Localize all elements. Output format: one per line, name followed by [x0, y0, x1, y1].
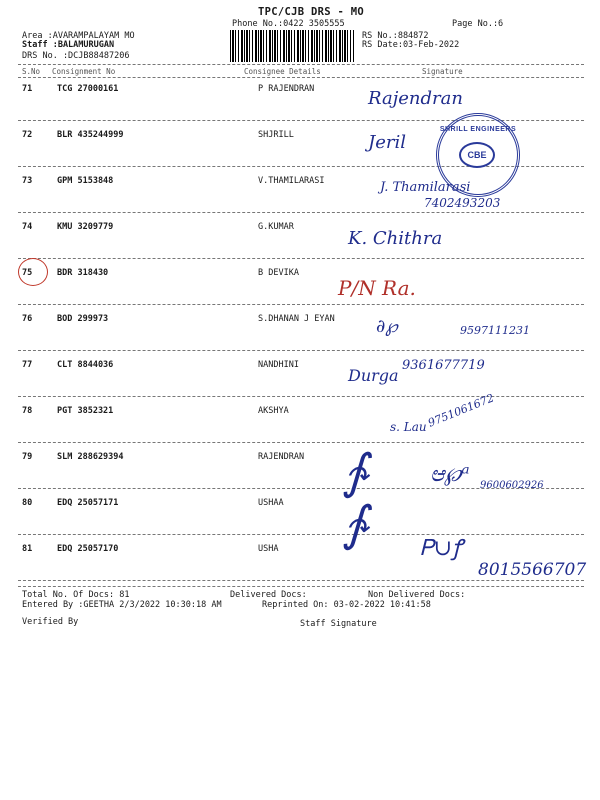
stamp-center: CBE: [459, 142, 495, 168]
reprinted-on: Reprinted On: 03-02-2022 10:41:58: [262, 600, 431, 610]
delivered-docs: Delivered Docs:: [230, 590, 307, 600]
row-consignment-no: BDR 318430: [57, 268, 109, 278]
row-consignment-no: SLM 288629394: [57, 452, 124, 462]
col-signature: Signature: [422, 67, 463, 76]
row-divider: [18, 580, 584, 581]
row-consignment-no: BLR 435244999: [57, 130, 124, 140]
stamp-text: SHRILL ENGINEERS: [439, 126, 517, 133]
signature-79-mark: ಆ℘ᵃ: [430, 462, 470, 487]
row-sno: 73: [22, 176, 33, 186]
row-consignment-no: TCG 27000161: [57, 84, 119, 94]
row-consignee: V.THAMILARASI: [258, 176, 325, 186]
row-consignment-no: BOD 299973: [57, 314, 109, 324]
row-consignment-no: PGT 3852321: [57, 406, 114, 416]
signature-77: Durga: [348, 366, 399, 385]
row-consignee: AKSHYA: [258, 406, 289, 416]
signature-77-phone: 9361677719: [402, 358, 485, 373]
signature-81-phone: 8015566707: [478, 560, 587, 580]
row-sno: 76: [22, 314, 33, 324]
row-sno: 77: [22, 360, 33, 370]
signature-72: Jeril: [368, 132, 406, 153]
row-divider: [18, 212, 584, 213]
area-label: Area :AVARAMPALAYAM MO: [22, 31, 135, 41]
row-sno: 81: [22, 544, 33, 554]
row-consignee: SHJRILL: [258, 130, 294, 140]
row-sno: 79: [22, 452, 33, 462]
row-sno: 78: [22, 406, 33, 416]
row-consignee: G.KUMAR: [258, 222, 294, 232]
row-divider: [18, 396, 584, 397]
phone-number: Phone No.:0422 3505555: [232, 19, 345, 29]
total-docs: Total No. Of Docs: 81: [22, 590, 130, 600]
row-consignee: B DEVIKA: [258, 268, 299, 278]
verified-by: Verified By: [22, 617, 79, 627]
row-consignment-no: EDQ 25057170: [57, 544, 119, 554]
signature-73-phone: 7402493203: [424, 196, 501, 210]
row-consignee: NANDHINI: [258, 360, 299, 370]
rs-number: RS No.:884872: [362, 31, 429, 41]
col-sno: S.No: [22, 67, 41, 76]
footer-divider: [18, 586, 584, 587]
signature-71: Rajendran: [368, 88, 463, 109]
signature-79-thumb: ∱: [342, 444, 368, 500]
row-divider: [18, 304, 584, 305]
row-divider: [18, 442, 584, 443]
row-consignee: RAJENDRAN: [258, 452, 305, 462]
row-consignment-no: CLT 8844036: [57, 360, 114, 370]
col-consignment: Consignment No: [52, 67, 116, 76]
row-consignee: USHA: [258, 544, 279, 554]
staff-label: Staff :BALAMURUGAN: [22, 40, 115, 50]
signature-78: s. Lau: [390, 420, 427, 434]
signature-76-phone: 9597111231: [460, 324, 530, 337]
row-divider: [18, 258, 584, 259]
row-sno: 72: [22, 130, 33, 140]
row-consignee: P RAJENDRAN: [258, 84, 315, 94]
barcode: [230, 30, 354, 62]
non-delivered-docs: Non Delivered Docs:: [368, 590, 466, 600]
row-75-circle-mark: [18, 258, 48, 286]
entered-by: Entered By :GEETHA 2/3/2022 10:30:18 AM: [22, 600, 222, 610]
row-sno: 74: [22, 222, 33, 232]
signature-79-phone: 9600602926: [480, 480, 544, 491]
document-title: TPC/CJB DRS - MO: [258, 6, 364, 18]
staff-signature-label: Staff Signature: [300, 619, 377, 629]
col-consignee: Consignee Details: [244, 67, 321, 76]
signature-78-phone: 9751061672: [426, 391, 496, 430]
signature-75: P/N Ra.: [338, 276, 416, 300]
row-divider: [18, 350, 584, 351]
signature-73: J. Thamilarasi: [380, 180, 471, 195]
signature-74: K. Chithra: [348, 228, 443, 249]
row-consignment-no: EDQ 25057171: [57, 498, 119, 508]
row-sno: 71: [22, 84, 33, 94]
row-consignment-no: GPM 5153848: [57, 176, 114, 186]
rs-date: RS Date:03-Feb-2022: [362, 40, 460, 50]
signature-76-mark: ∂℘: [376, 316, 398, 337]
signature-81-mark: Ꮲ∪ꝭ: [420, 536, 463, 561]
page-number: Page No.:6: [452, 19, 504, 29]
drs-number: DRS No. :DCJB88487206: [22, 51, 130, 61]
row-sno: 80: [22, 498, 33, 508]
header-divider: [18, 77, 584, 78]
row-consignment-no: KMU 3209779: [57, 222, 114, 232]
row-sno: 75: [22, 268, 33, 278]
signature-80-thumb: ∱: [342, 496, 368, 552]
row-consignee: USHAA: [258, 498, 284, 508]
row-consignee: S.DHANAN J EYAN: [258, 314, 335, 324]
header-divider: [18, 64, 584, 65]
row-divider: [18, 534, 584, 535]
